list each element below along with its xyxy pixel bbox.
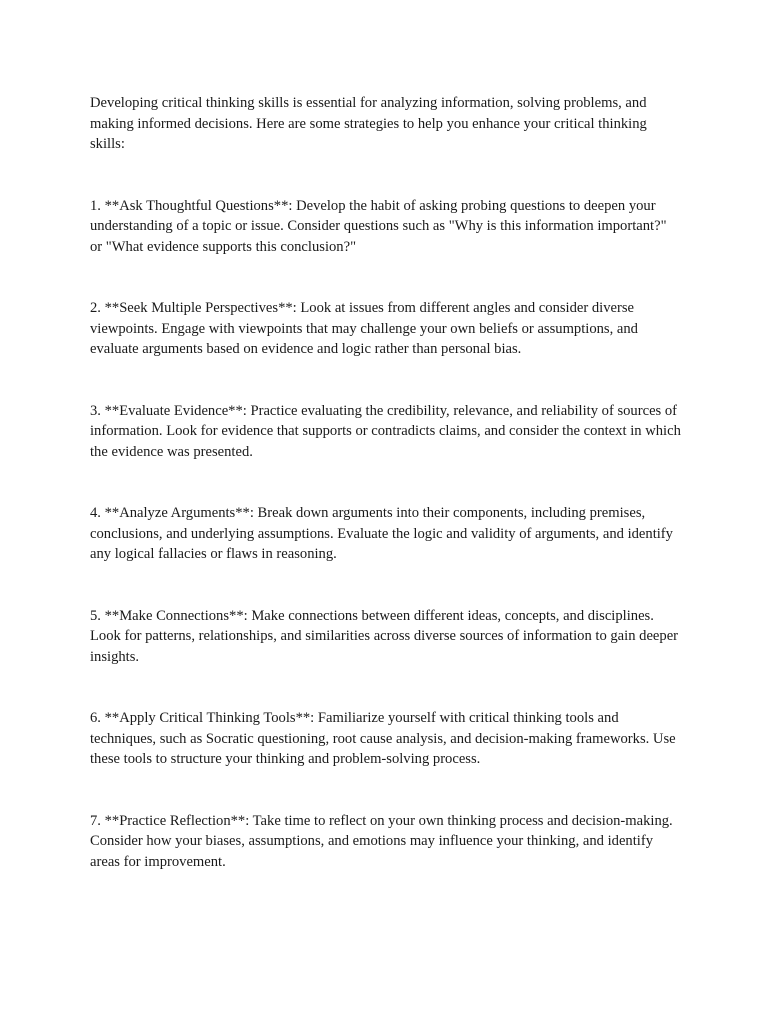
list-item: 3. **Evaluate Evidence**: Practice evaluating the credibility, relevance, and reliability of sources of information. Look for evidence that supports or contradicts claims, and consider the context in which the evidence was presented. <box>90 402 681 460</box>
list-item: 6. **Apply Critical Thinking Tools**: Familiarize yourself with critical thinking tools and techniques, such as Socratic questioning, root cause analysis, and decision-making frameworks. Use these tools to structure your thinking and problem-solving process. <box>90 710 676 767</box>
list-item: 2. **Seek Multiple Perspectives**: Look at issues from different angles and consider diverse viewpoints. Engage with viewpoints that may challenge your own beliefs or assumptions, and evaluate arguments based on evidence and logic rather than personal bias. <box>90 300 638 357</box>
intro-paragraph: Developing critical thinking skills is essential for analyzing information, solving problems, and making informed decisions. Here are some strategies to help you enhance your critical thinking skills: <box>90 95 647 152</box>
document-body <box>90 93 682 913</box>
list-item: 1. **Ask Thoughtful Questions**: Develop the habit of asking probing questions to deepen your understanding of a topic or issue. Consider questions such as "Why is this information important?" or "What evidence supports this conclusion?" <box>90 197 667 255</box>
list-item: 7. **Practice Reflection**: Take time to reflect on your own thinking process and decision-making. Consider how your biases, assumptions, and emotions may influence your thinking, and identify areas for improvement. <box>90 812 673 870</box>
list-item: 4. **Analyze Arguments**: Break down arguments into their components, including premises, conclusions, and underlying assumptions. Evaluate the logic and validity of arguments, and identify any logical fallacies or flaws in reasoning. <box>90 505 673 562</box>
list-item: 5. **Make Connections**: Make connections between different ideas, concepts, and disciplines. Look for patterns, relationships, and similarities across diverse sources of information to gain deeper insights. <box>90 607 679 665</box>
